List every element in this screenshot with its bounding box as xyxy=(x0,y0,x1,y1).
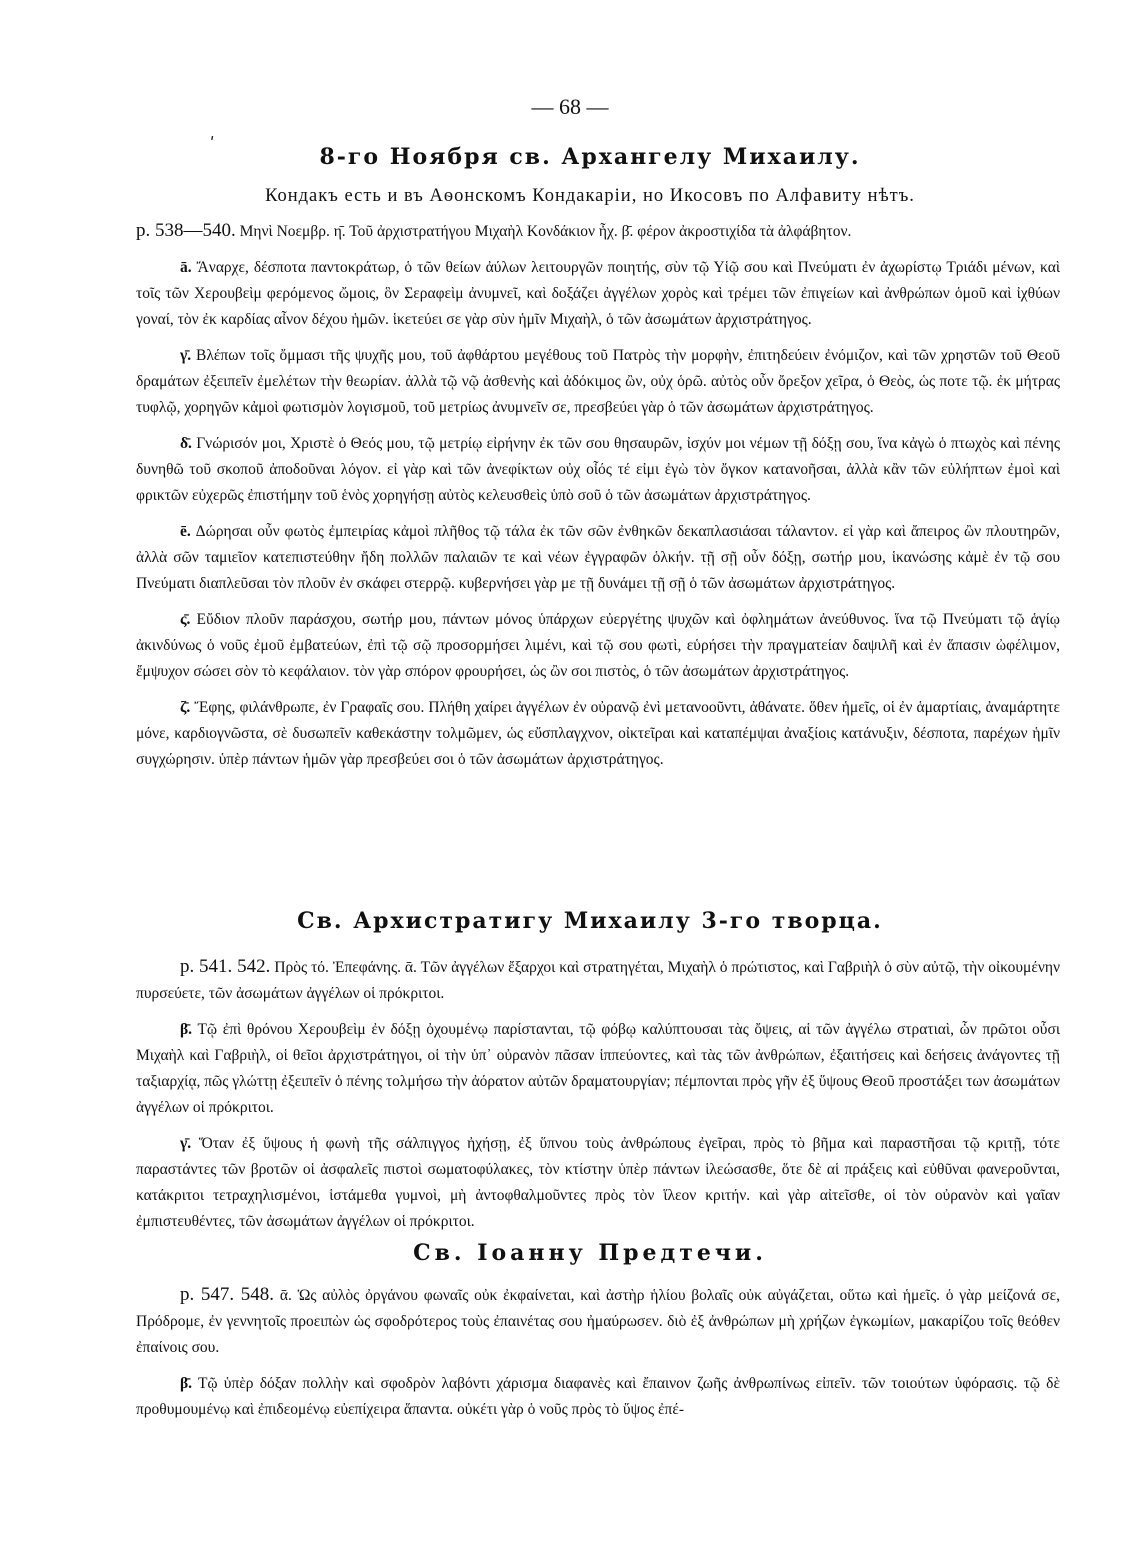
section3-text xyxy=(136,1282,1060,1423)
section1-text xyxy=(136,218,1060,773)
paragraph-text: Γνώρισόν μοι, Χριστὲ ὁ Θεός μου, τῷ μετρίῳ εἰρήνην ἐκ τῶν σου θησαυρῶν, ἰσχύν μοι νέμων τῇ δόξῃ σου, ἵνα κἀγὼ ὁ πτωχὸς καὶ πένης δυνηθῶ τοῦ σκοποῦ ἀποδοῦναι λόγον. εἰ γὰρ καὶ τῶν ἀνεφίκτων οὐχ οἷός τέ εἰμι ἐγὼ τὸν ὄγκον κατανοῆσαι, ἀλλὰ κἂν τῶν εὐλήπτων ἐμοὶ καὶ φρικτῶν εὐχερῶς ἐπιστήμην τοῦ ἑνὸς χορηγήσῃ αὐτὸς κελευσθεὶς ὑπὸ σοῦ ὁ τῶν ἀσωμάτων ἀρχιστράτηγος. xyxy=(136,435,1060,504)
stanza-number: γ̄. xyxy=(180,347,192,364)
margin-mark: ʹ xyxy=(210,134,215,153)
paragraph-text: Δώρησαι οὖν φωτὸς ἐμπειρίας κἀμοὶ πλῆθος τῷ τάλα ἐκ τῶν σῶν ἐνθηκῶν δεκαπλασιάσαι τάλαντον. εἰ γὰρ καὶ ἄπειρος ὢν πλουτηρῶν, ἀλλὰ σῶν ταμιεῖον κατεπιστεύθην ἤδη πολλῶν παλαιῶν τε καὶ νέων ἐγγραφῶν ὁλκήν. τῇ σῇ οὖν δόξῃ, σωτήρ μου, ἱκανώσης κἀμὲ ἐν τῷ σου Πνεύματι διαπλεῦσαι τὸν πλοῦν ἐν σκάφει στερρῷ. κυβερνήσει γὰρ με τῇ δυνάμει τῇ σῇ ὁ τῶν ἀσωμάτων ἀρχιστράτηγος. xyxy=(136,523,1060,592)
section-title-john-baptist: Св. Іоанну Предтечи. xyxy=(413,1240,767,1266)
paragraph-text: Πρὸς τό. Ἐπεφάνης. ᾱ. Τῶν ἀγγέλων ἔξαρχοι καὶ στρατηγέται, Μιχαὴλ ὁ πρώτιστος, καὶ Γαβριὴλ ὁ σὺν αὐτῷ, τὴν οἰκουμένην πυρσεύετε, τῶν ἀσωμάτων ἀγγέλων οἱ πρόκριτοι. xyxy=(136,959,1060,1002)
paragraph xyxy=(136,954,1060,1007)
paragraph-text: Μηνὶ Νοεμβρ. η̄. Τοῦ ἀρχιστρατήγου Μιχαὴλ Κονδάκιον ἦχ. β̄. φέρον ἀκροστιχίδα τὰ ἀλφάβητον. xyxy=(239,223,852,240)
stanza-number: ζ̄. xyxy=(180,699,191,716)
page-number: — 68 — xyxy=(531,94,609,119)
paragraph xyxy=(136,255,1060,333)
stanza-number: β̄. xyxy=(180,1375,193,1392)
stanza-number: β̄. xyxy=(180,1021,193,1038)
section2-text xyxy=(136,954,1060,1235)
paragraph-text: Βλέπων τοῖς ὄμμασι τῆς ψυχῆς μου, τοῦ ἀφθάρτου μεγέθους τοῦ Πατρὸς τὴν μορφὴν, ἐπιτηδεύειν ἐνόμιζον, καὶ τῶν χρηστῶν τοῦ Θεοῦ δραμάτων ἐξειπεῖν ἐμελέτων τὴν θεωρίαν. ἀλλὰ τῷ νῷ ἀσθενὴς καὶ ἀδόκιμος ὢν, οὐχ ὁρῶ. αὐτὸς οὖν ὄρεξον χεῖρα, ὁ Θεὸς, ὡς ποτε τῷ. ἐκ μήτρας τυφλῷ, χορηγῶν κἀμοὶ φωτισμὸν λογισμοῦ, τοῦ μετρίως ἀνυμνεῖν σε, πρεσβεύει γὰρ ὁ τῶν ἀσωμάτων ἀρχιστράτηγος. xyxy=(136,347,1061,416)
paragraph xyxy=(136,431,1060,509)
reference-number: р. 541. 542. xyxy=(180,956,271,977)
paragraph-text: Εὔδιον πλοῦν παράσχου, σωτήρ μου, πάντων μόνος ὑπάρχων εὐεργέτης ψυχῶν καὶ ὀφλημάτων ἀνεύθυνος. ἵνα τῷ Πνεύματι τῷ ἁγίῳ ἀκινδύνως ὁ νοῦς ἐμοῦ ἐμβατεύων, ἐπὶ τῷ σῷ προσορμήσει λιμένι, καὶ τῷ σου φωτὶ, εὑρήσει τὴν πραγματείαν δαψιλῆ καὶ ἐν ἅπασιν ὠφέλιμον, ἔμψυχον σώσει σὸν τὸ κεφάλαιον. τὸν γὰρ σπόρον φρουρήσει, ὡς ὢν σοι πιστὸς, ὁ τῶν ἀσωμάτων ἀρχιστράτηγος. xyxy=(136,611,1061,680)
reference-number: р. 547. 548. xyxy=(180,1284,275,1305)
paragraph xyxy=(136,1017,1060,1121)
stanza-number: ς̄. xyxy=(180,611,191,628)
section-title-michael: 8-го Ноября св. Архангелу Михаилу. xyxy=(319,144,861,170)
paragraph-text: Τῷ ἐπὶ θρόνου Χερουβεὶμ ἐν δόξῃ ὀχουμένῳ παρίστανται, τῷ φόβῳ καλύπτουσαι τὰς ὄψεις, αἱ τῶν ἀγγέλω στρατιαὶ, ὧν πρῶτοι οὖσι Μιχαὴλ καὶ Γαβριὴλ, οἱ θεῖοι ἀρχιστράτηγοι, οἱ τὴν ὑπ᾿ οὐρανὸν πᾶσαν ἱππεύοντες, καὶ τὰς τῶν ἀνθρώπων, ἐξαιτήσεις καὶ δεήσεις ἀνάγοντες τῇ ταξιαρχίᾳ, πῶς γλώττῃ ἐξειπεῖν ὁ πένης τολμήσω τὴν ἀόρατον αὐτῶν δραματουργίαν; πέμπονται πρὸς γῆν ἐξ ὕψους Θεοῦ προστάξει των ἀσωμάτων ἀγγέλων οἱ πρόκριτοι. xyxy=(136,1021,1060,1116)
paragraph xyxy=(136,343,1060,421)
paragraph-text: Ὅταν ἐξ ὕψους ἡ φωνὴ τῆς σάλπιγγος ἠχήσῃ, ἐξ ὕπνου τοὺς ἀνθρώπους ἐγεῖραι, πρὸς τὸ βῆμα καὶ παραστῆσαι τῷ κριτῇ, τότε παραστάντες τῶν βροτῶν οἱ ἀσφαλεῖς πιστοὶ σωματοφύλακες, τὸν κτίστην ὑπὲρ πάντων ἱλεώσασθε, ὅτε δὲ αἱ πράξεις καὶ εὐθῦναι φανεροῦνται, κατάκριτοι τετραχηλισμένοι, ἱστάμεθα γυμνοὶ, μὴ ἀντοφθαλμοῦντες πρὸς τὸν ἵλεον κριτήν. καὶ γὰρ αἰτεῖσθε, οἱ τὸν οὐρανὸν καὶ γαῖαν ἐμπιστευθέντες, τῶν ἀσωμάτων ἀγγέλων οἱ πρόκριτοι. xyxy=(136,1135,1060,1230)
reference-number: р. 538—540. xyxy=(136,220,236,241)
paragraph-text: Τῷ ὑπὲρ δόξαν πολλὴν καὶ σφοδρὸν λαβόντι χάρισμα διαφανὲς καὶ ἔπαινον ζωῆς ἀνθρωπίνως εἰπεῖν. τῶν τοιούτων ὑφόρασις. τῷ δὲ προθυμουμένῳ καὶ ἐπιδεομένῳ εὐεπίχειρα ἅπαντα. οὐκέτι γὰρ ὁ νοῦς πρὸς τὸ ὕψος ἐπέ- xyxy=(136,1375,1060,1418)
stanza-number: γ̄. xyxy=(180,1135,192,1152)
paragraph xyxy=(136,695,1060,773)
paragraph-text: Ἔφης, φιλάνθρωπε, ἐν Γραφαῖς σου. Πλήθη χαίρει ἀγγέλων ἐν οὐρανῷ ἐνὶ μετανοοῦντι, ἀθάνατε. ὅθεν ἡμεῖς, οἱ ἐν ἁμαρτίαις, ἀναμάρτητε μόνε, καρδιογνῶστα, σὲ δυσωπεῖν καθεκάστην τολμῶμεν, ὡς εὔσπλαγχνον, οἰκτεῖραι καὶ καταπέμψαι ἀναξίοις κατάνυξιν, δέσποτα, παρέχων ἡμῖν συγχώρησιν. ὑπὲρ πάντων ἡμῶν γὰρ πρεσβεύει σοι ὁ τῶν ἀσωμάτων ἀρχιστράτηγος. xyxy=(136,699,1061,768)
paragraph-text: Ἄναρχε, δέσποτα παντοκράτωρ, ὁ τῶν θείων ἀύλων λειτουργῶν ποιητής, σὺν τῷ Υἱῷ σου καὶ Πνεύματι ἐν ἀχωρίστῳ Τριάδι μένων, καὶ τοῖς τῶν Χερουβεὶμ φερόμενος ὤμοις, ὃν Σεραφεὶμ ἀνυμνεῖ, καὶ δοξάζει ἀγγέλων χορὸς καὶ τρέμει τῶν ἐπιγείων καὶ ἀνθρώπων ὁμοῦ καὶ ἰχθύων γοναί, τὸν ἐκ καρδίας αἶνον δέχου ἡμῶν. ἱκετεύει σε γὰρ σὺν ἡμῖν Μιχαὴλ, ὁ τῶν ἀσωμάτων ἀρχιστράτηγος. xyxy=(136,259,1061,328)
paragraph-text: ᾱ. Ὡς αὐλὸς ὀργάνου φωναῖς οὐκ ἐκφαίνεται, καὶ ἀστὴρ ἡλίου βολαῖς οὐκ αὐγάζεται, οὕτω καὶ ἡμεῖς. ὁ γὰρ μείζονά σε, Πρόδρομε, ἐν γεννητοῖς προειπὼν ὡς σφοδρότερος τοὺς ἐπαινέτας σου ἠμαύρωσεν. διὸ ἐξ ἀνθρώπων μὴ χρήζων ἐγκωμίων, μακαρίζου τοῖς θεόθεν ἐπαίνοις σου. xyxy=(136,1287,1061,1356)
paragraph xyxy=(136,607,1060,685)
stanza-number: ē. xyxy=(180,523,191,540)
stanza-number: ā. xyxy=(180,259,192,276)
paragraph xyxy=(136,1282,1060,1361)
paragraph xyxy=(136,519,1060,597)
paragraph xyxy=(136,218,1060,245)
paragraph xyxy=(136,1131,1060,1235)
section-title-archistrategos: Св. Архистратигу Михаилу 3-го творца. xyxy=(297,908,883,934)
paragraph xyxy=(136,1371,1060,1423)
stanza-number: δ̄. xyxy=(180,435,192,452)
section-subtitle: Кондакъ есть и въ Аѳонскомъ Кондакаріи, но Икосовъ по Алфавиту нѣтъ. xyxy=(265,186,915,206)
